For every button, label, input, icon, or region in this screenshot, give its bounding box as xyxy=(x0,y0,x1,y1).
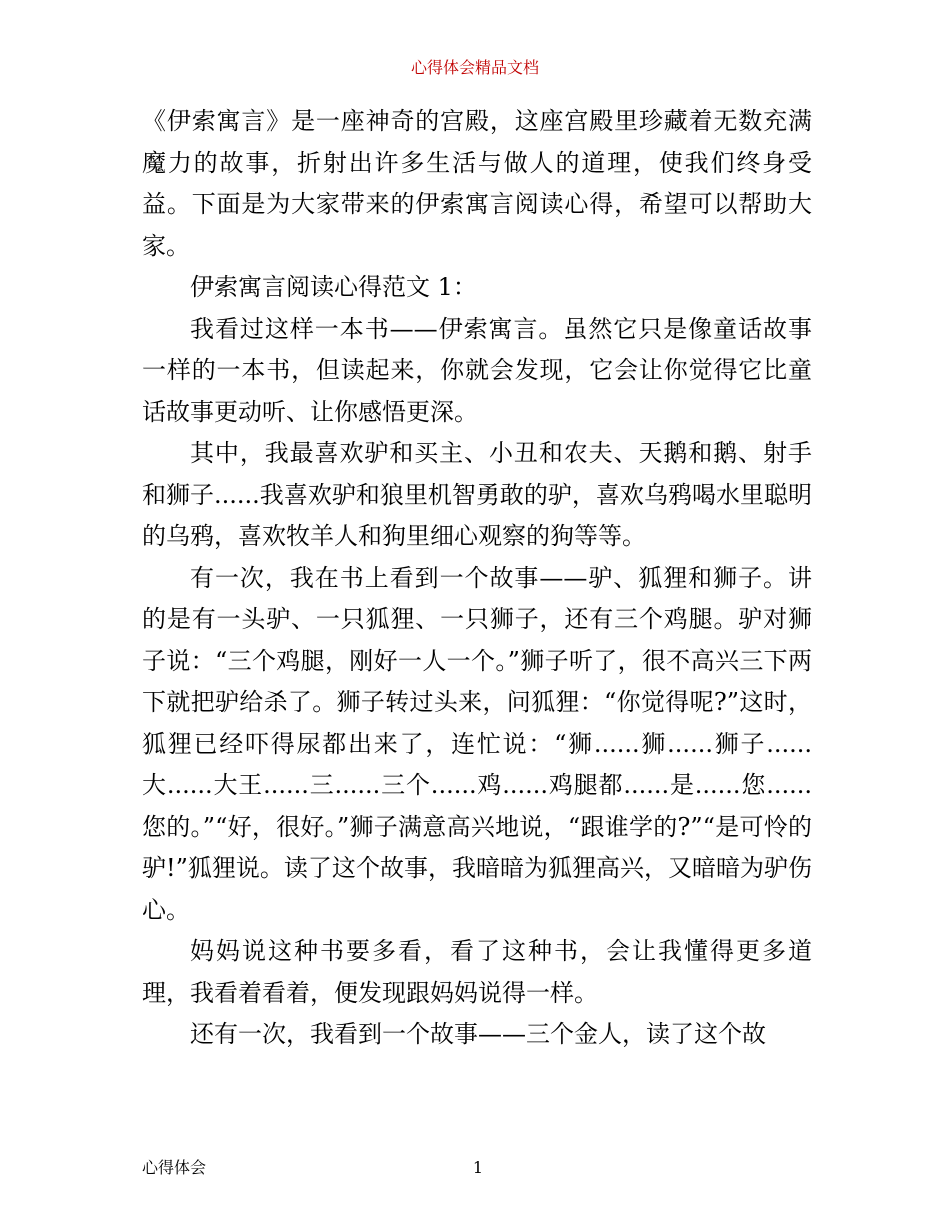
intro-paragraph: 《伊索寓言》是一座神奇的宫殿，这座宫殿里珍藏着无数充满魔力的故事，折射出许多生活与做人的道理，使我们终身受益。下面是为大家带来的伊索寓言阅读心得，希望可以帮助大家。 xyxy=(142,107,812,260)
body-paragraph: 我看过这样一本书——伊索寓言。虽然它只是像童话故事一样的一本书，但读起来，你就会发现，它会让你觉得它比童话故事更动听、让你感悟更深。 xyxy=(142,314,812,426)
page-header-title: 心得体会精品文档 xyxy=(410,58,539,77)
body-paragraph: 妈妈说这种书要多看，看了这种书，会让我懂得更多道理，我看着看着，便发现跟妈妈说得一样。 xyxy=(142,937,812,1007)
document-body xyxy=(142,101,812,1056)
section-heading: 伊索寓言阅读心得范文 1： xyxy=(190,273,477,301)
body-paragraph: 还有一次，我看到一个故事——三个金人，读了这个故 xyxy=(190,1020,766,1048)
page-number: 1 xyxy=(472,1158,484,1177)
body-paragraph: 其中，我最喜欢驴和买主、小丑和农夫、天鹅和鹅、射手和狮子......我喜欢驴和狼里机智勇敢的驴，喜欢乌鸦喝水里聪明的乌鸦，喜欢牧羊人和狗里细心观察的狗等等。 xyxy=(142,439,812,550)
page-footer-label: 心得体会 xyxy=(142,1158,207,1177)
body-paragraph: 有一次，我在书上看到一个故事——驴、狐狸和狮子。讲的是有一头驴、一只狐狸、一只狮子，还有三个鸡腿。驴对狮子说：“三个鸡腿，刚好一人一个。”狮子听了，很不高兴三下两下就把驴给杀了。狮子转过头来，问狐狸：“你觉得呢?”这时，狐狸已经吓得尿都出来了，连忙说：“狮......狮......狮子......大......大王......三......三个......鸡......鸡腿都......是......您......您的。”“好，很好。”狮子满意高兴地说，“跟谁学的?”“是可怜的驴!”狐狸说。读了这个故事，我暗暗为狐狸高兴，又暗暗为驴伤心。 xyxy=(142,563,812,924)
